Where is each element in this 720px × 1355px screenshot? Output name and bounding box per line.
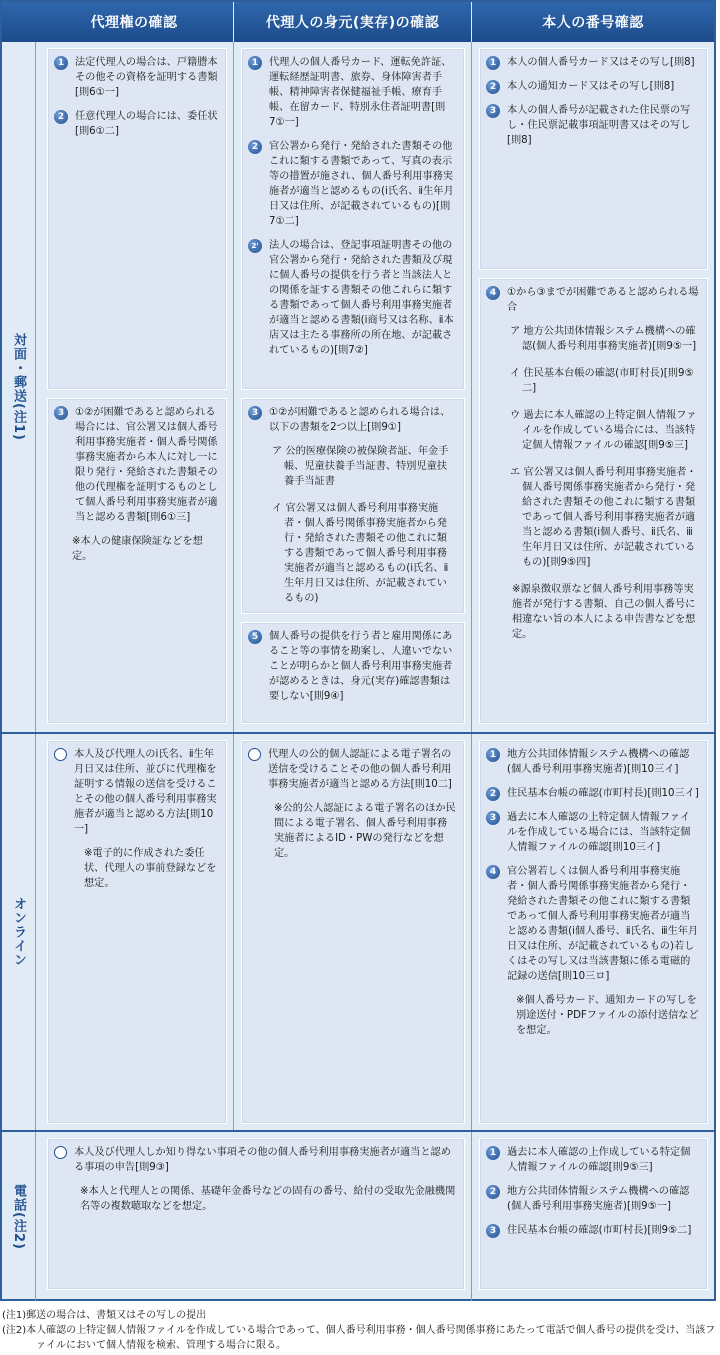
number-badge: 3 <box>486 104 500 118</box>
number-badge: 2' <box>248 239 262 253</box>
number-badge: 2 <box>486 1185 500 1199</box>
number-badge: 3 <box>486 1224 500 1238</box>
item-text: 法定代理人の場合は、戸籍謄本その他その資格を証明する書類[則6①一] <box>75 57 218 98</box>
cell-r1c2-a <box>241 48 465 390</box>
number-badge: 1 <box>486 56 500 70</box>
number-badge: 1 <box>486 748 500 762</box>
cell-r3c12 <box>47 1138 465 1290</box>
number-badge: 1 <box>486 1146 500 1160</box>
item-text: 住民基本台帳の確認(市町村長)[則9⑤二] <box>507 1225 692 1236</box>
sub-item: ア 地方公共団体情報システム機構への確認(個人番号利用事務実施者)[則9⑤一] <box>510 326 697 352</box>
number-badge: 2 <box>486 80 500 94</box>
note-text: ※源泉徴収票など個人番号利用事務等実施者が発行する書類、自己の個人番号に相違ない旨の本人による申告書などを想定。 <box>512 584 696 640</box>
circle-bullet-icon <box>54 1146 67 1159</box>
list-item <box>486 864 699 984</box>
number-badge: 1 <box>248 56 262 70</box>
item-text: 過去に本人確認の上作成している特定個人情報ファイルの確認[則9⑤三] <box>507 1147 691 1173</box>
header-label: 本人の番号確認 <box>542 15 644 31</box>
number-badge: 3 <box>486 811 500 825</box>
item-text: 地方公共団体情報システム機構への確認(個人番号利用事務実施者)[則10三イ] <box>507 749 690 775</box>
col-divider <box>35 42 36 1301</box>
cell-r1c1-a <box>47 48 227 390</box>
list-item <box>486 1184 699 1214</box>
number-badge: 2 <box>248 140 262 154</box>
col-divider <box>233 42 234 1132</box>
footnote-2: (注2)本人確認の上特定個人情報ファイルを作成している場合であって、個人番号利用事務・個人番号関係事務にあたって電話で個人番号の提供を受け、当該ファイルにおいて個人情報を検索、管理する場合に限る。 <box>2 1325 716 1351</box>
item-text: 本人の個人番号が記載された住民票の写し・住民票記載事項証明書又はその写し[則8] <box>507 105 691 146</box>
row-label-in-person: 対面・郵送(注1) <box>11 333 26 441</box>
list-item <box>248 629 456 704</box>
number-badge: 5 <box>248 630 262 644</box>
footnote-1: (注1)郵送の場合は、書類又はその写しの提出 <box>2 1310 207 1321</box>
cell-r2c2 <box>241 740 465 1124</box>
item-text: 代理人の公的個人認証による電子署名の送信を受けることその他の個人番号利用事務実施者が適当と認める方法[則10二] <box>268 749 452 790</box>
item-text: 個人番号の提供を行う者と雇用関係にあること等の事情を勘案し、人違いでないことが明らかと個人番号利用事務実施者が認めるときは、身元(実存)確認書類は要しない[則9④] <box>269 631 453 702</box>
list-item <box>248 405 456 435</box>
header-label: 代理人の身元(実存)の確認 <box>265 15 440 31</box>
header-number-check <box>472 2 714 42</box>
sub-item: ウ 過去に本人確認の上特定個人情報ファイルを作成している場合には、当該特定個人情報ファイルの確認[則9⑤三] <box>510 410 697 451</box>
cell-r2c1 <box>47 740 227 1124</box>
cell-r3c3 <box>479 1138 708 1290</box>
sub-item: エ 官公署又は個人番号利用事務実施者・個人番号関係事務実施者から発行・発給された書類その他これに類する書類であって個人番号利用事務実施者が適当と認める書類(ⅰ個人番号、ⅱ氏名、ⅲ生年月日又は住所、が記載されているもの)[則9⑤四] <box>510 467 697 568</box>
cell-r1c3-a <box>479 48 708 270</box>
footnotes <box>2 1308 718 1353</box>
header-proxy-authority <box>35 2 233 42</box>
number-badge: 3 <box>54 406 68 420</box>
list-item <box>248 238 456 358</box>
list-item <box>54 1145 456 1175</box>
item-text: ①②が困難であると認められる場合には、官公署又は個人番号利用事務実施者・個人番号関係事務実施者から本人に対し一に限り発行・発給された書類その他の代理権を証明するものとして個人番号利用事務実施者が適当と認める書類[則6①三] <box>75 407 218 523</box>
list-item <box>54 405 218 525</box>
note-text: ※本人の健康保険証などを想定。 <box>72 536 203 562</box>
list-item <box>486 1145 699 1175</box>
list-item <box>486 786 699 801</box>
col-divider <box>471 42 472 1301</box>
item-text: 過去に本人確認の上特定個人情報ファイルを作成している場合には、当該特定個人情報ファイルの確認[則10三イ] <box>507 812 691 853</box>
number-badge: 4 <box>486 286 500 300</box>
list-item <box>54 109 218 139</box>
item-text: 住民基本台帳の確認(市町村長)[則10三イ] <box>507 788 699 799</box>
note-text: ※個人番号カード、通知カードの写しを別途送付・PDFファイルの添付送信などを想定。 <box>516 995 699 1036</box>
header-label: 代理権の確認 <box>90 15 178 31</box>
item-text: 本人の個人番号カード又はその写し[則8] <box>507 57 695 68</box>
number-badge: 4 <box>486 865 500 879</box>
circle-bullet-icon <box>248 748 261 761</box>
list-item <box>486 55 699 70</box>
header-corner <box>2 2 35 42</box>
sub-item: イ 住民基本台帳の確認(市町村長)[則9⑤二] <box>510 368 694 394</box>
row-label-phone: 電話(注2) <box>11 1183 26 1250</box>
row-divider <box>2 1130 714 1132</box>
header-proxy-identity <box>234 2 471 42</box>
number-badge: 1 <box>54 56 68 70</box>
circle-bullet-icon <box>54 748 67 761</box>
list-item <box>248 139 456 229</box>
list-item <box>248 55 456 130</box>
cell-r1c2-c <box>241 622 465 724</box>
list-item <box>486 79 699 94</box>
item-text: 本人の通知カード又はその写し[則8] <box>507 81 675 92</box>
sub-item: イ 官公署又は個人番号利用事務実施者・個人番号関係事務実施者から発行・発給された書類その他これに類する書類であって個人番号利用事務実施者が適当と認めるもの(ⅰ氏名、ⅱ生年月日又は住所、が記載されているもの) <box>272 503 449 604</box>
list-item <box>486 103 699 148</box>
item-text: 本人及び代理人しか知り得ない事項その他の個人番号利用事務実施者が適当と認める事項の申告[則9③] <box>74 1147 451 1173</box>
item-text: 代理人の個人番号カード、運転免許証、運転経歴証明書、旅券、身体障害者手帳、精神障害者保健福祉手帳、療育手帳、在留カード、特別永住者証明書[則7①一] <box>269 57 452 128</box>
list-item <box>486 810 699 855</box>
cell-r1c3-b <box>479 278 708 724</box>
cell-r1c1-b <box>47 398 227 724</box>
list-item <box>54 55 218 100</box>
list-item <box>486 285 699 315</box>
list-item <box>486 747 699 777</box>
cell-r2c3 <box>479 740 708 1124</box>
item-text: 官公署若しくは個人番号利用事務実施者・個人番号関係事務実施者から発行・発給された書類その他これに類する書類であって個人番号利用事務実施者が適当と認める書類(ⅰ個人番号、ⅱ氏名、ⅲ生年月日又は住所、が記載されているもの)若しくはその写し又は当該書類に係る電磁的記録の送信[則10三ロ] <box>507 866 699 982</box>
note-text: ※公的公人認証による電子署名のほか民間による電子署名、個人番号利用事務実施者によるID・PWの発行などを想定。 <box>274 803 456 859</box>
number-badge: 3 <box>248 406 262 420</box>
note-text: ※本人と代理人との関係、基礎年金番号などの固有の番号、給付の受取先金融機関名等の複数聴取などを想定。 <box>80 1186 456 1212</box>
cell-r1c2-b <box>241 398 465 614</box>
item-text: ①から③までが困難であると認められる場合 <box>507 287 699 313</box>
item-text: 法人の場合は、登記事項証明書その他の官公署から発行・発給された書類及び現に個人番号の提供を行う者と当該法人との関係を証する書類その他これらに類する書類であって個人番号利用事務実施者が適当と認める書類(ⅰ商号又は名称、ⅱ本店又は主たる事務所の所在地、が記載されているもの)[則7②] <box>269 240 454 356</box>
sub-item: ア 公的医療保険の被保険者証、年金手帳、児童扶養手当証書、特別児童扶養手当証書 <box>272 446 449 487</box>
number-badge: 2 <box>486 787 500 801</box>
item-text: 地方公共団体情報システム機構への確認(個人番号利用事務実施者)[則9⑤一] <box>507 1186 690 1212</box>
list-item <box>248 747 456 792</box>
item-text: 官公署から発行・発給された書類その他これに類する書類であって、写真の表示等の措置が施され、個人番号利用事務実施者が適当と認めるもの(ⅰ氏名、ⅱ生年月日又は住所、が記載されているもの)[則7①二] <box>269 141 454 227</box>
item-text: 任意代理人の場合には、委任状[則6①二] <box>75 111 218 137</box>
row-label-online: オンライン <box>11 897 26 967</box>
row-divider <box>2 732 714 734</box>
item-text: ①②が困難であると認められる場合は、以下の書類を2つ以上[則9①] <box>269 407 451 433</box>
note-text: ※電子的に作成された委任状、代理人の事前登録などを想定。 <box>84 848 217 889</box>
list-item <box>54 747 218 837</box>
list-item <box>486 1223 699 1238</box>
number-badge: 2 <box>54 110 68 124</box>
item-text: 本人及び代理人のⅰ氏名、ⅱ生年月日又は住所、並びに代理権を証明する情報の送信を受けることその他の個人番号利用事務実施者が適当と認める方法[則10一] <box>74 749 217 835</box>
